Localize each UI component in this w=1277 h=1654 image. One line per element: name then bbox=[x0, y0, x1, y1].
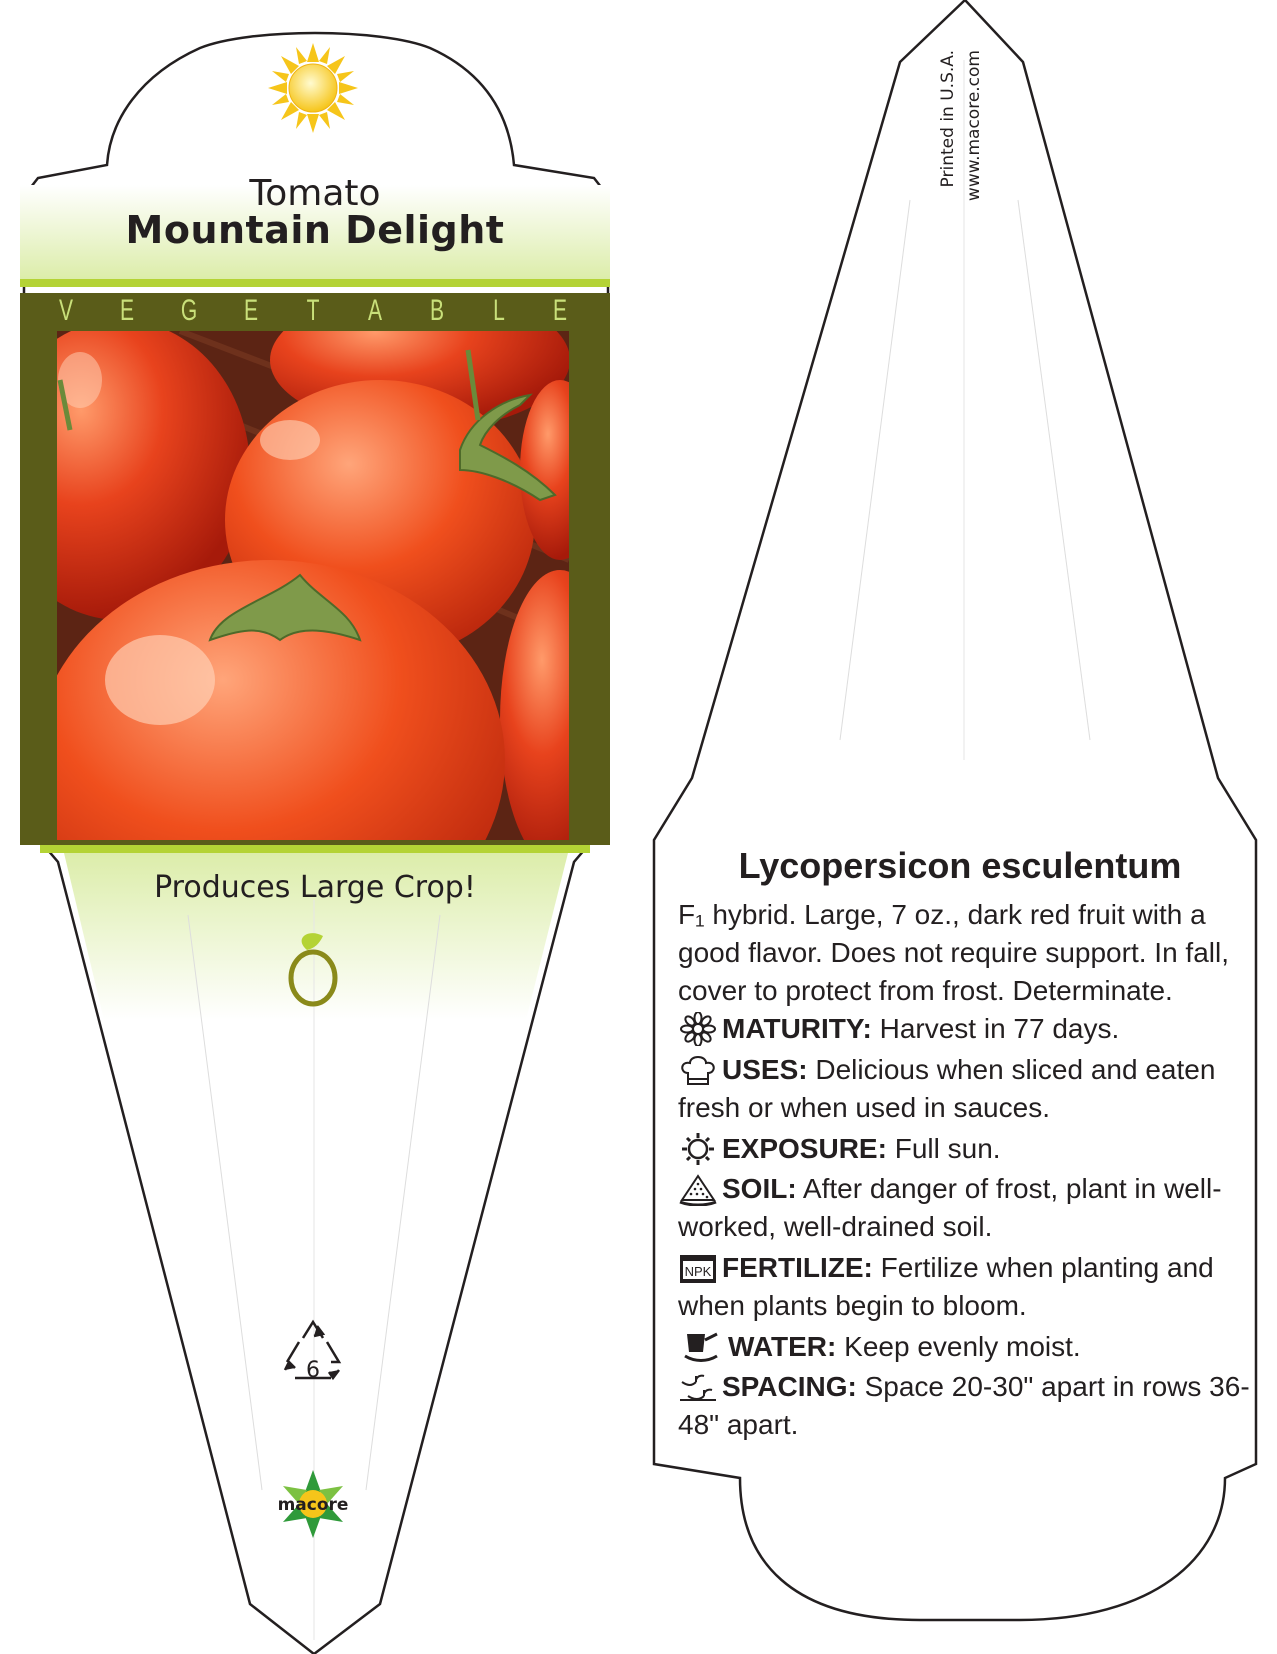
printed-in: Printed in U.S.A. bbox=[938, 50, 958, 188]
tagline: Produces Large Crop! bbox=[154, 870, 476, 905]
category-letter: V bbox=[58, 294, 73, 327]
category-letter: L bbox=[493, 294, 505, 327]
category-letter: A bbox=[367, 294, 382, 327]
flower-icon bbox=[678, 1012, 718, 1046]
variety-name: Mountain Delight bbox=[125, 208, 505, 252]
category-letter: T bbox=[306, 294, 320, 327]
sun-icon bbox=[268, 43, 358, 133]
botanical-name: Lycopersicon esculentum bbox=[738, 845, 1182, 886]
print-info bbox=[938, 50, 984, 210]
care-water: WATER: Keep evenly moist. bbox=[678, 1328, 1258, 1366]
seedlings-icon bbox=[678, 1370, 718, 1404]
brand-name: macore bbox=[277, 1495, 349, 1515]
category-letter: E bbox=[243, 294, 258, 327]
sun-outline-icon bbox=[678, 1132, 718, 1166]
npk-icon bbox=[678, 1251, 718, 1285]
recycle-code: 6 bbox=[306, 1358, 320, 1383]
care-exposure: EXPOSURE: Full sun. bbox=[678, 1130, 1258, 1168]
watering-can-icon bbox=[678, 1330, 724, 1364]
care-soil: SOIL: After danger of frost, plant in well-worked, well-drained soil. bbox=[678, 1173, 1222, 1242]
category-letter: B bbox=[429, 294, 444, 327]
category-letter: G bbox=[180, 294, 198, 327]
website: www.macore.com bbox=[964, 50, 984, 202]
category-letter: E bbox=[552, 294, 567, 327]
description: F₁ hybrid. Large, 7 oz., dark red fruit with a good flavor. Does not require support. In fall, cover to protect from frost. Determinate. bbox=[678, 899, 1229, 1006]
care-fertilize: NPK FERTILIZE: Fertilize when planting and when plants begin to bloom. bbox=[678, 1252, 1214, 1321]
care-uses: USES: Delicious when sliced and eaten fresh or when used in sauces. bbox=[678, 1054, 1216, 1123]
npk-label: NPK bbox=[684, 1264, 712, 1279]
chef-hat-icon bbox=[678, 1053, 718, 1087]
care-spacing: SPACING: Space 20-30" apart in rows 36-48" apart. bbox=[678, 1371, 1250, 1440]
common-name: Tomato bbox=[249, 173, 381, 214]
care-maturity: MATURITY: Harvest in 77 days. bbox=[678, 1010, 1258, 1048]
category-letter: E bbox=[119, 294, 134, 327]
soil-icon bbox=[678, 1172, 718, 1206]
